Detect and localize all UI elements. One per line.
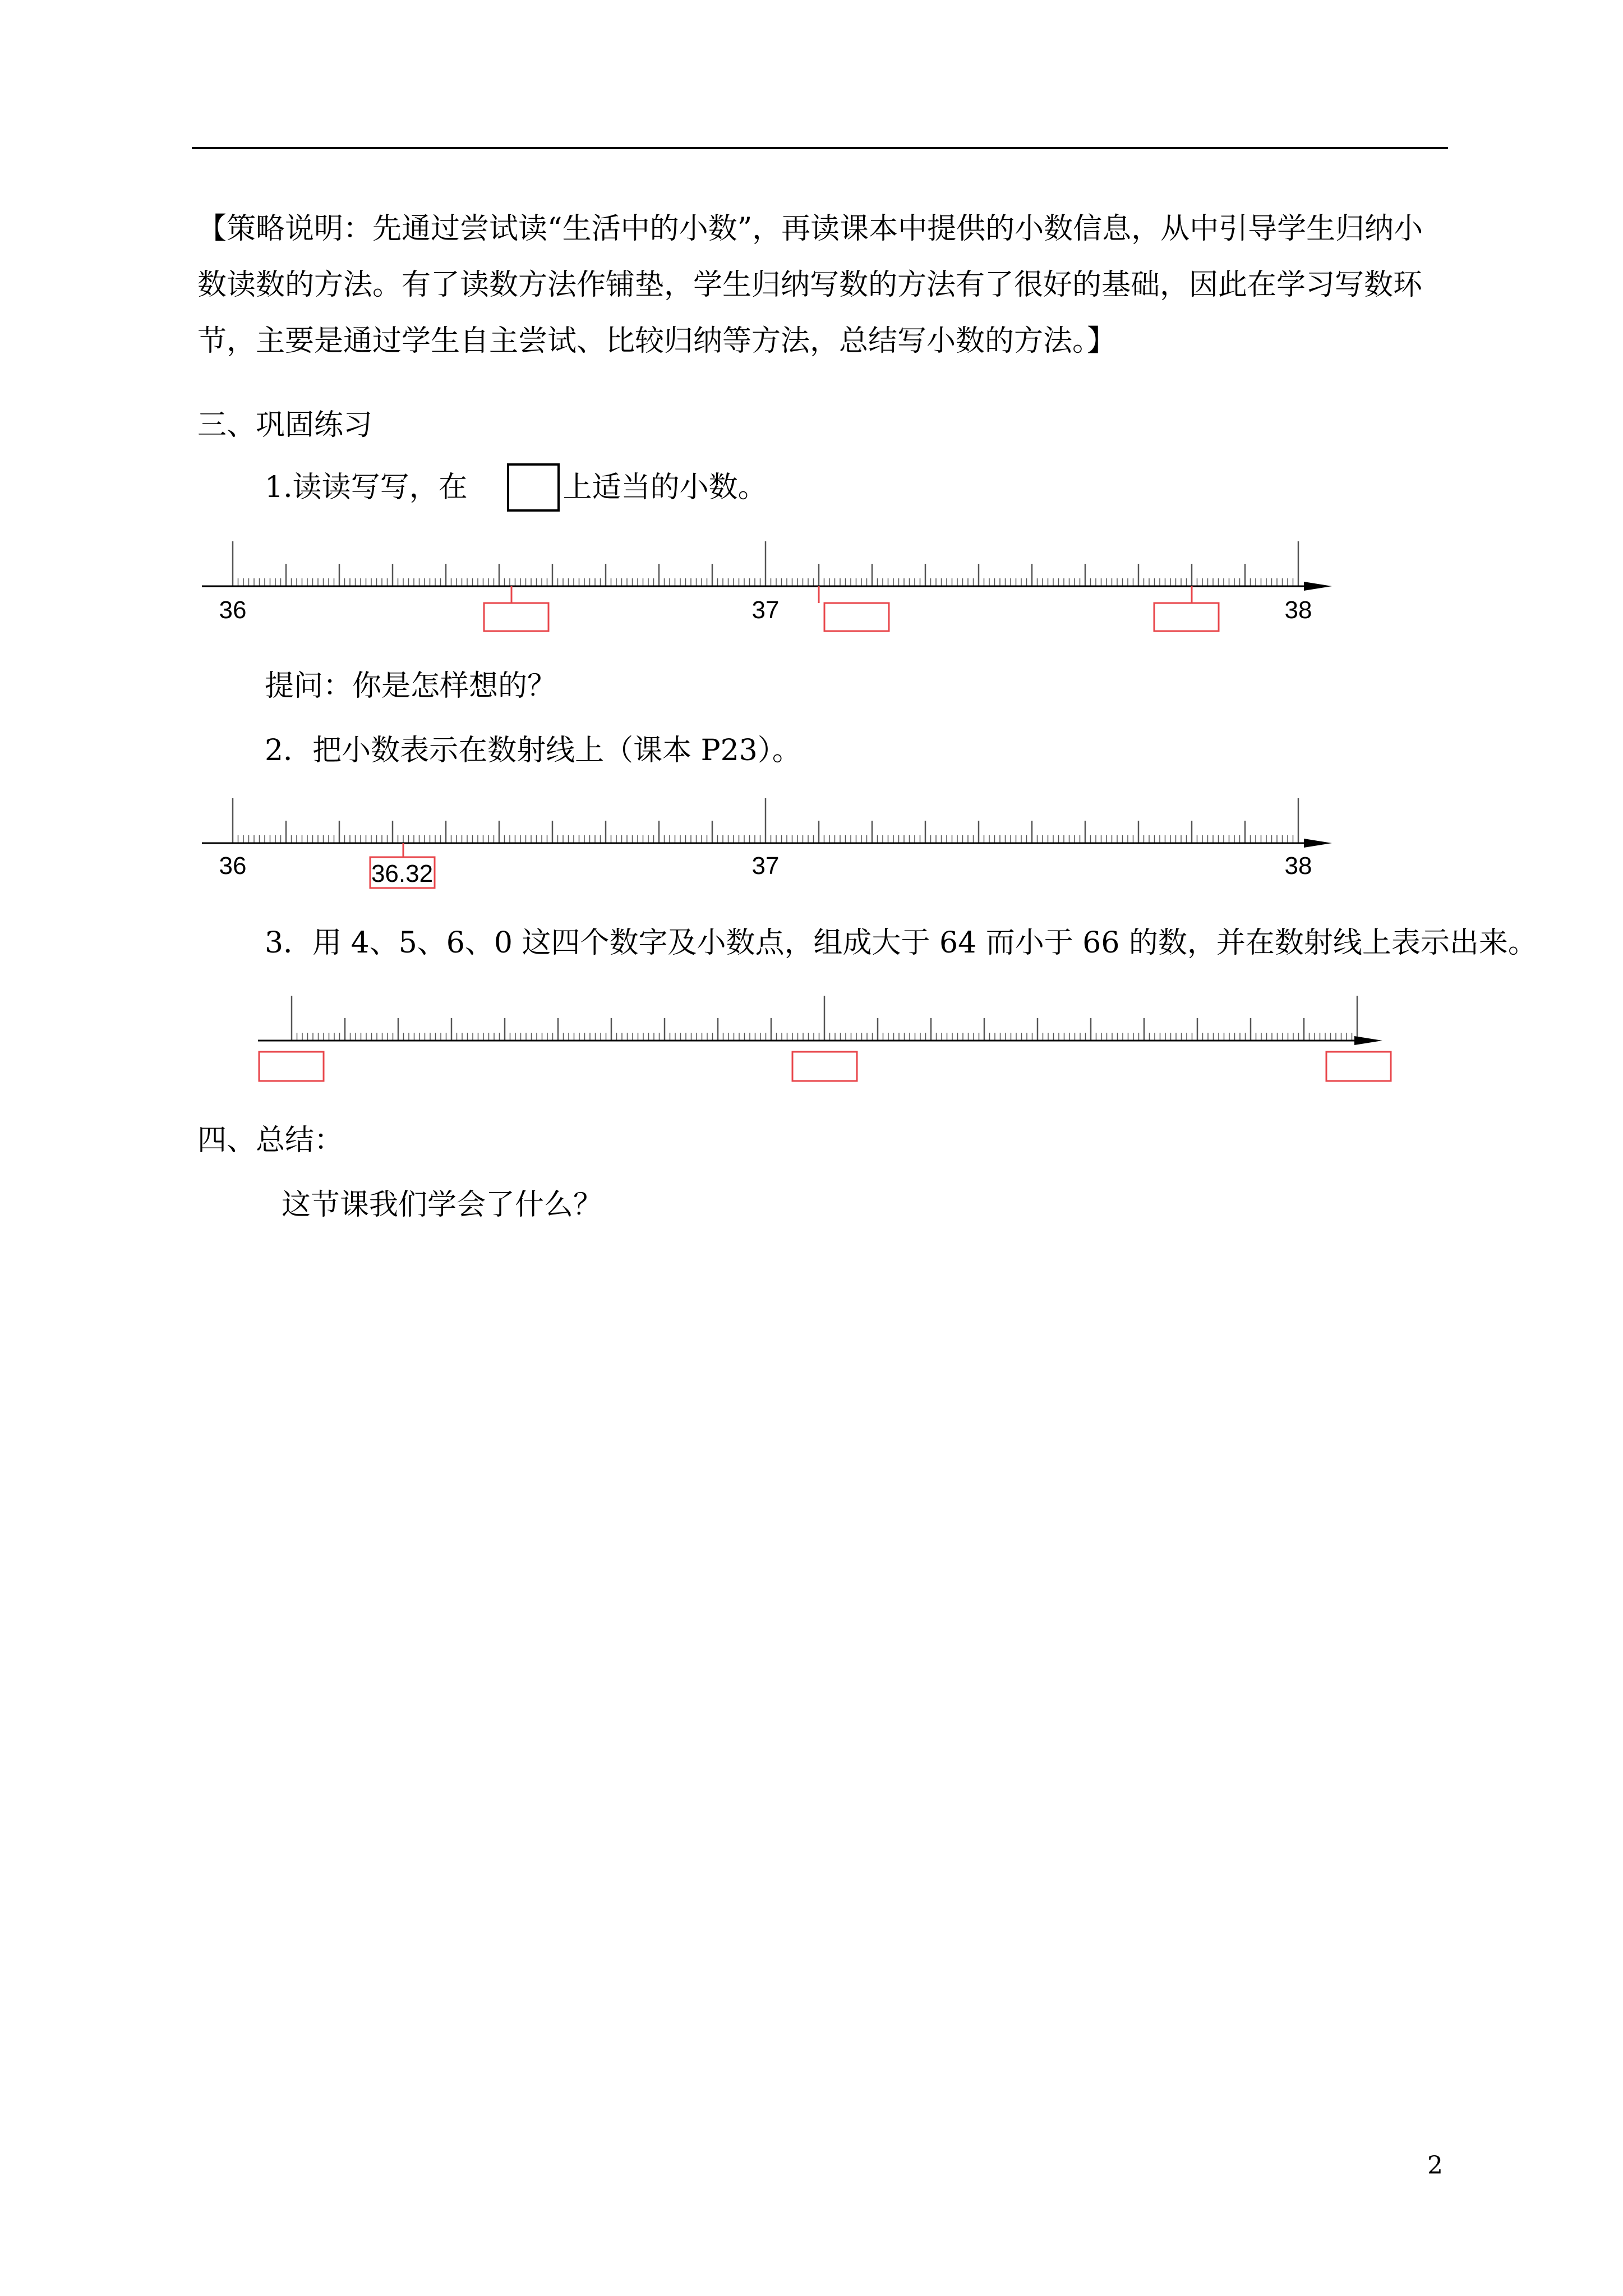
exercise-2-instruction: 2．把小数表示在数射线上（课本 P23）。: [265, 734, 801, 767]
number-line-2-label-37: 37: [751, 852, 780, 880]
number-line-1-label-38: 38: [1284, 596, 1312, 624]
number-line-3-arrow: [1354, 1036, 1382, 1045]
answer-box-1b: [824, 603, 889, 631]
number-line-2-label-36: 36: [219, 852, 247, 880]
answer-value-2: 36.32: [371, 860, 434, 887]
number-line-1-label-37: 37: [751, 596, 780, 624]
section-heading-summary: 四、总结：: [197, 1124, 344, 1157]
number-line-2-ticks: [233, 798, 1298, 843]
answer-box-3b: [792, 1052, 857, 1081]
number-line-3-ticks: [292, 996, 1357, 1041]
section-heading-practice: 三、巩固练习: [197, 408, 373, 442]
answer-box-1a: [484, 603, 548, 631]
page-number: 2: [1427, 2151, 1443, 2180]
exercise-3-instruction: 3．用 4、5、6、0 这四个数字及小数点，组成大于 64 而小于 66 的数，并在数射线上表示出来。: [265, 926, 1537, 960]
number-line-1-arrow: [1304, 582, 1332, 591]
strategy-note: 【策略说明：先通过尝试读“生活中的小数”，再读课本中提供的小数信息，从中引导学生归纳小数读数的方法。有了读数方法作铺垫，学生归纳写数的方法有了很好的基础，因此在学习写数环节，主要是通过学生自主尝试、比较归纳等方法，总结写小数的方法。】: [197, 212, 1423, 358]
answer-box-1c: [1154, 603, 1219, 631]
summary-question: 这节课我们学会了什么？: [282, 1188, 603, 1222]
exercise-1-suffix: 上适当的小数。: [562, 471, 767, 504]
number-line-1-ticks: [233, 541, 1298, 586]
number-line-1-label-36: 36: [219, 596, 247, 624]
number-line-2-label-38: 38: [1284, 852, 1312, 880]
answer-box-3c: [1326, 1052, 1391, 1081]
number-line-2-arrow: [1304, 839, 1332, 848]
exercise-1-question: 提问：你是怎样想的？: [265, 669, 557, 703]
exercise-1-prefix: 1.读读写写，在: [265, 471, 468, 504]
answer-box-3a: [259, 1052, 324, 1081]
